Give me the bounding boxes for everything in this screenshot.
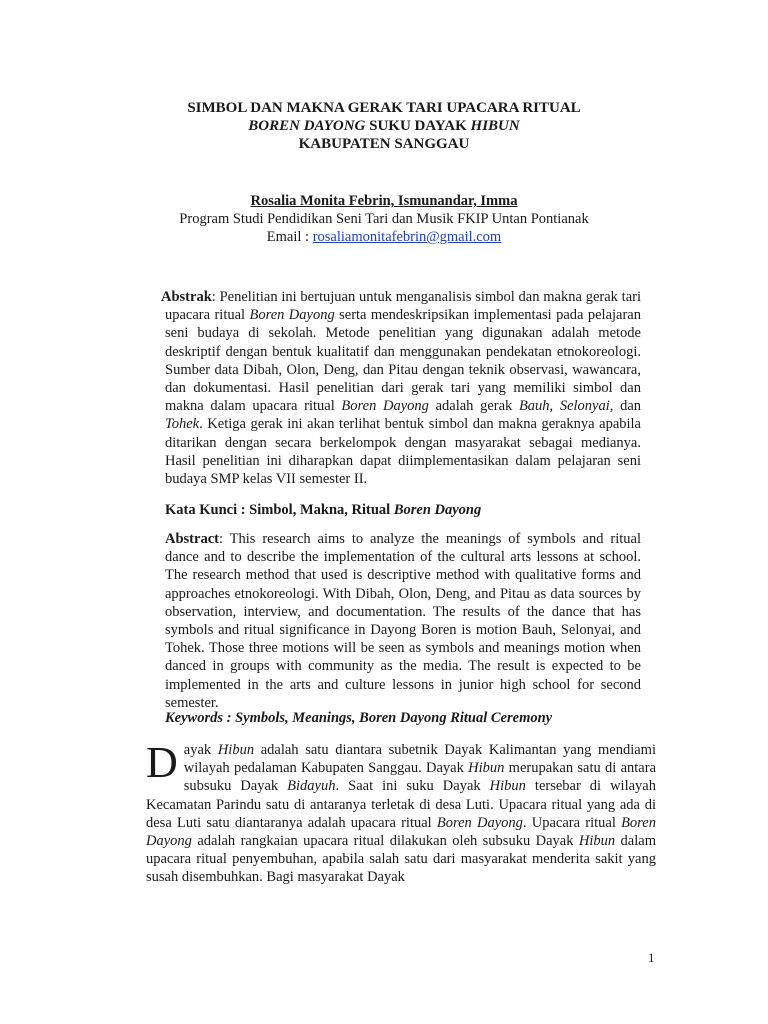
body-italic: Bidayuh [287, 778, 336, 795]
body-italic: Boren Dayong [436, 814, 523, 831]
kata-kunci-text: Kata Kunci : Simbol, Makna, Ritual [165, 502, 394, 518]
title-line-2 [0, 117, 768, 135]
abstrak-italic: Bauh [518, 398, 550, 415]
title-suku-dayak: SUKU DAYAK [365, 118, 471, 134]
body-italic: Boren Dayong [146, 814, 656, 850]
abstrak-text: . Ketiga gerak ini akan terlihat bentuk simbol dan makna geraknya apabila ditarikan dengan secara berkelompok dengan masyarakat sebagai medianya. Hasil penelitian ini diharapkan dapat diimplementasikan dalam pelajaran seni budaya SMP kelas VII semester II. [165, 416, 641, 488]
abstrak-paragraph [161, 288, 642, 488]
body-text: . Upacara ritual [522, 814, 622, 831]
title-line-1: SIMBOL DAN MAKNA GERAK TARI UPACARA RITUAL [187, 100, 581, 116]
body-italic: Hibun [468, 760, 505, 777]
page-number: 1 [648, 950, 655, 965]
abstrak-text: , [549, 398, 560, 415]
kata-kunci-italic: Boren Dayong [393, 502, 482, 518]
abstract-text: : This research aims to analyze the meanings of symbols and ritual dance and to describe the implementation of the cultural arts lessons at school. The research method that used is descriptive method with qualitative forms and approaches etnokoreologi. With Dibah, Olon, Deng, and Pitau as data sources by observation, interview, and documentation. The results of the dance that has symbols and ritual significance in Dayong Boren is motion Bauh, Selonyai, and Tohek. Those three motions will be seen as symbols and meanings motion when danced in groups with community as the media. The result is expected to be implemented in the arts and culture lessons in junior high school for second semester. [165, 531, 641, 711]
title-line-3: KABUPATEN SANGGAU [298, 136, 470, 152]
body-text: merupakan satu di antara subsuku Dayak [183, 760, 657, 795]
body-italic: Hibun [578, 833, 616, 850]
author-affiliation: Program Studi Pendidikan Seni Tari dan Musik FKIP Untan Pontianak [179, 211, 589, 227]
abstrak-text: : Penelitian ini bertujuan untuk menganalisis simbol dan makna gerak tari upacara ritual [165, 289, 641, 324]
paper-title [0, 99, 768, 153]
email-label: Email : [266, 229, 313, 245]
kata-kunci [165, 502, 641, 519]
drop-cap: D [146, 738, 178, 787]
body-text: adalah satu diantara subetnik Dayak Kalimantan yang mendiami wilayah pedalaman Kabupaten Sanggau. Dayak [183, 742, 656, 777]
abstrak-text: adalah gerak [428, 398, 519, 415]
abstrak-italic: Tohek [165, 416, 200, 433]
authors-block [0, 192, 768, 246]
body-text: adalah rangkaian upacara ritual dilakukan oleh subsuku Dayak [191, 833, 579, 850]
title-italic-boren-dayong: BOREN DAYONG [248, 118, 366, 134]
body-text: . Saat ini suku Dayak [335, 778, 490, 795]
abstrak-label: Abstrak [161, 289, 212, 305]
title-italic-hibun: HIBUN [470, 118, 520, 134]
body-text: ayak [183, 742, 218, 758]
abstrak-italic: Boren Dayong [249, 307, 335, 324]
body-text: dalam upacara ritual penyembuhan, apabila salah satu dari masyarakat menderita sakit yang susah disembuhkan. Bagi masyarakat Dayak [146, 833, 656, 886]
abstract-label: Abstract [165, 531, 219, 547]
author-email-line [0, 228, 768, 246]
abstrak-italic: Selonyai [559, 398, 610, 415]
keywords: Keywords : Symbols, Meanings, Boren Dayong Ritual Ceremony [165, 710, 553, 726]
body-italic: Hibun [489, 778, 526, 795]
abstrak-text: serta mendeskripsikan implementasi pada pelajaran seni budaya di sekolah. Metode penelitian yang digunakan adalah metode deskriptif dengan bentuk kualitatif dan menggunakan pendekatan etnokoreologi. Sumber data Dibah, Olon, Deng, dan Pitau dengan teknik observasi, wawancara, dan dokumentasi. Hasil penelitian dari gerak tari yang memiliki simbol dan makna dalam upacara ritual [165, 307, 641, 415]
abstrak-text: , dan [609, 398, 642, 415]
body-paragraph [146, 738, 657, 887]
abstrak-italic: Boren Dayong [341, 398, 429, 415]
body-italic: Hibun [217, 742, 255, 758]
body-text: tersebar di wilayah Kecamatan Parindu satu di antaranya terletak di desa Luti. Upacara ritual yang ada di desa Luti satu diantaranya adalah upacara ritual [146, 778, 656, 831]
email-link[interactable]: rosaliamonitafebrin@gmail.com [312, 229, 502, 245]
abstract-paragraph [165, 530, 641, 712]
author-names: Rosalia Monita Febrin, Ismunandar, Imma [250, 193, 518, 209]
